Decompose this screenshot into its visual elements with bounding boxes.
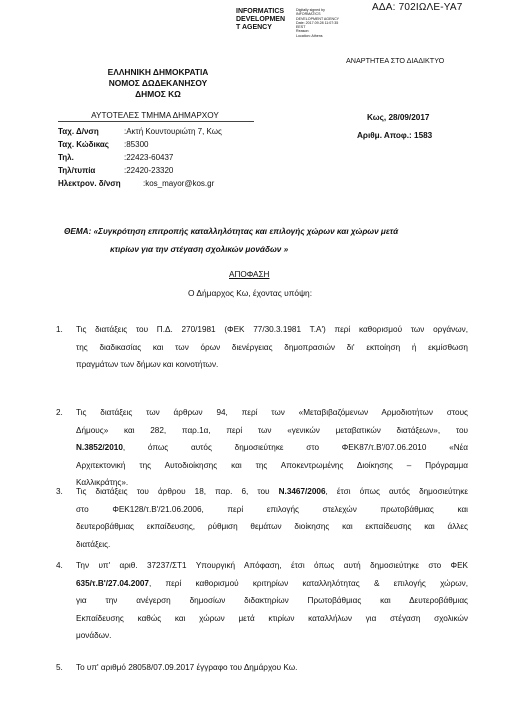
contact-fax: Τηλ/τυπία :22420-23320 — [58, 166, 174, 175]
subject-line-2: κτιρίων για την στέγαση σχολικών μονάδων » — [110, 245, 289, 254]
contact-address: Ταχ. Δ/νση :Ακτή Κουντουριώτη 7, Κως — [58, 127, 222, 136]
internet-posting-note: ΑΝΑΡΤΗΤΕΑ ΣΤΟ ΔΙΑΔΙΚΤΥΟ — [346, 56, 445, 65]
contact-postal-code: Ταχ. Κώδικας :85300 — [58, 140, 149, 149]
contact-phone: Τηλ. :22423-60437 — [58, 153, 174, 162]
list-item: 2. Τις διατάξεις των άρθρων 94, περί των «Μεταβιβαζόμενων Αρμοδιοτήτων στους Δήμους» και 282, παρ.1α, περί των «γενικών μεταβατικών διατάξεων», του Ν.3852/2010, όπως αυτός δημοσιεύτηκε στο ΦΕΚ87/τ.Β'/07.06.2010 «Νέα Αρχιτεκτονική της Αυτοδιοίκησης και της Αποκεντρωμένης Διοίκησης – Πρόγραμμα Καλλικράτης». — [56, 408, 468, 488]
item-3-line-1: Τις διατάξεις του άρθρου 18, παρ. 6, του Ν.3467/2006, έτσι όπως αυτός δημοσιεύτηκε — [76, 487, 468, 496]
digital-signature-stamp — [236, 8, 358, 38]
decision-title: ΑΠΟΦΑΣΗ — [229, 270, 270, 279]
item-4-line-2: 635/τ.Β'/27.04.2007, περί καθορισμού κριτηρίων καταλληλότητας & επιλογής χώρων, — [76, 578, 468, 588]
signature-main-text: INFORMATICS DEVELOPMEN T AGENCY — [236, 8, 286, 31]
subject-line-1: ΘΕΜΑ: «Συγκρότηση επιτροπής καταλληλότητας και επιλογής χώρων και χώρων μετά — [64, 227, 399, 236]
list-item: 3. Τις διατάξεις του άρθρου 18, παρ. 6, του Ν.3467/2006, έτσι όπως αυτός δημοσιεύτηκε στο ΦΕΚ128/τ.Β'/21.06.2006, περί επιλογής στελεχών πρωτοβάθμιας και δευτεροβάθμιας εκπαίδευσης, ρύθμιση θεμάτων διοίκησης και εκπαίδευσης και άλλες διατάξεις. — [56, 483, 468, 553]
preamble: Ο Δήμαρχος Κω, έχοντας υπόψη: — [188, 288, 313, 298]
header-prefecture: ΝΟΜΟΣ ΔΩΔΕΚΑΝΗΣΟΥ — [108, 78, 208, 88]
signature-details: Digitally signed by INFORMATICS DEVELOPMENT AGENCY Date: 2017.09.28 11:07:35 EEST Reason: Location: Athens — [296, 8, 340, 38]
decision-number: Αριθμ. Αποφ.: 1583 — [357, 131, 433, 140]
document-date: Κως, 28/09/2017 — [367, 113, 430, 122]
header-divider — [58, 121, 254, 122]
header-municipality: ΔΗΜΟΣ ΚΩ — [135, 89, 181, 99]
header-department: ΑΥΤΟΤΕΛΕΣ ΤΜΗΜΑ ΔΗΜΑΡΧΟΥ — [91, 111, 219, 120]
list-item: 5. Το υπ' αριθμό 28058/07.09.2017 έγγραφο του Δημάρχου Κω. — [56, 663, 298, 672]
list-item: 4. Την υπ' αριθ. 37237/ΣΤ1 Υπουργική Απόφαση, έτσι όπως αυτή δημοσιεύτηκε στο ΦΕΚ 635/τ.Β'/27.04.2007, περί καθορισμού κριτηρίων καταλληλότητας & επιλογής χώρων, για την ανέγερση δημοσίων διδακτηρίων Πρωτοβάθμιας και Δευτεροβάθμιας Εκπαίδευσης καθώς και χώρων μετά κτιρίων καταλλήλων για στέγαση σχολικών μονάδων. — [56, 561, 468, 641]
header-republic: ΕΛΛΗΝΙΚΗ ΔΗΜΟΚΡΑΤΙΑ — [107, 67, 209, 77]
ada-code: ΑΔΑ: 702ΙΩΛΕ-ΥΑ7 — [372, 2, 463, 13]
list-item: 1. Τις διατάξεις του Π.Δ. 270/1981 (ΦΕΚ 77/30.3.1981 Τ.Α') περί καθορισμού των οργάνων, της διαδικασίας και των όρων διενέργειας δημοπρασιών δι' εκποίηση ή εκμίσθωση πραγμάτων των δήμων και κοινοτήτων. — [56, 325, 468, 370]
contact-email: Ηλεκτρον. δ/νση :kos_mayor@kos.gr — [58, 179, 215, 188]
item-2-line-3: Ν.3852/2010, όπως αυτός δημοσιεύτηκε στο ΦΕΚ87/τ.Β'/07.06.2010 «Νέα — [76, 443, 468, 453]
